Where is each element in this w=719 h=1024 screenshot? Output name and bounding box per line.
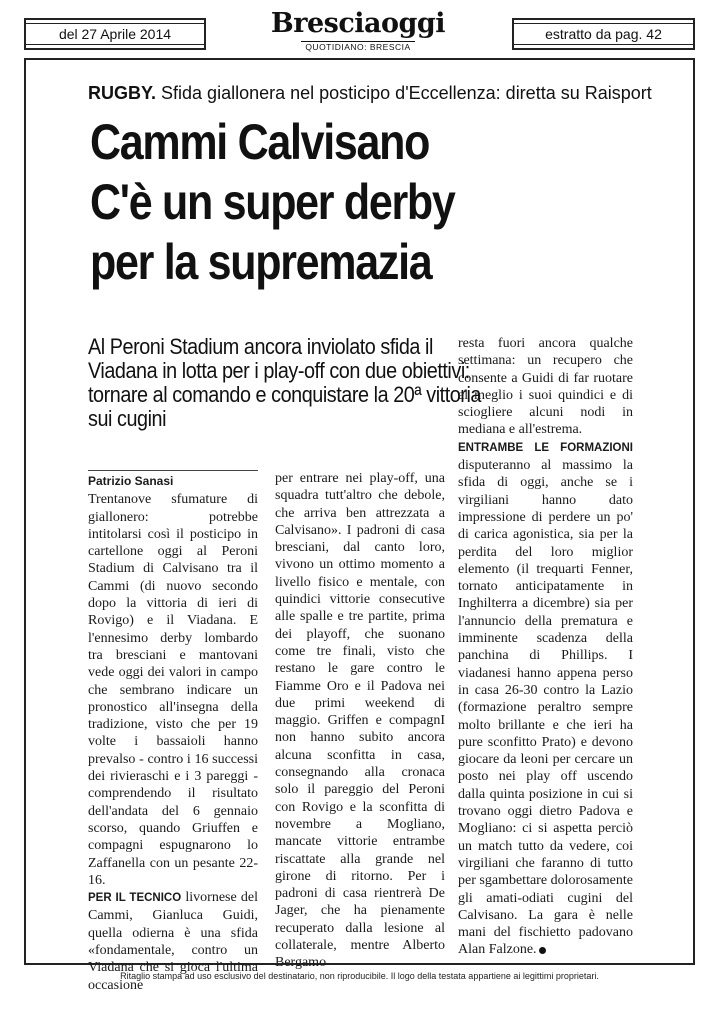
column-3-paragraph-2-text: disputeranno al massimo la sfida di oggi, anche se i virgiliani hanno dato impressione di perdere un po' di carica agonistica, sia per la perdita del loro miglior elemento (il trequarti Fenner, tornato anticipatamente in Inghilterra a dicembre) sia per l'annuncio della prematura e imminente scadenza della panchina di Phillips. I viadanesi hanno appena perso in casa 26-30 contro la Lazio (formazione peraltro sempre molto brillante e che ieri ha pure sconfitto Prato) e devono giocare da leoni per cercare un posto nei play off uscendo dalla quinta posizione in cui si trovano oggi dietro Padova e Mogliano: ci si aspetta perciò un match tutto da vedere, coi virgiliani che faranno di tutto per sgambettare dolorosamente gli amati-odiati cugini del Calvisano. La gara è nelle mani del fischietto padovano Alan Falzone. bbox=[458, 458, 633, 958]
column-2-paragraph-1: per entrare nei play-off, una squadra tutt'altro che debole, che arriva ben attrezzata a Calvisano». I padroni di casa bresciani, dal canto loro, vivono un ottimo momento a livello fisico e mentale, con quindici vittorie consecutive alle spalle e tre partite, prima dei playoff, che suonano come tre finali, visto che restano le gare contro le Fiamme Oro e il Padova nei due primi weekend di maggio. Griffen e compagnI non hanno subito ancora alcuna sconfitta in casa, consegnando alla cronaca solo il pareggio del Peroni con Rovigo e la sconfitta di novembre a Mogliano, mancate vittorie entrambe riscattate alla grande nel girone di ritorno. Per i padroni di casa rientrerà De Jager, che ha pienamente recuperato dalla lesione al collaterale, mentre Alberto Bergamo bbox=[275, 471, 445, 971]
date-box bbox=[24, 18, 206, 50]
column-1-paragraph-2-text: livornese del Cammi, Gianluca Guidi, quella odierna è una sfida «fondamentale, contro un Viadana che si gioca l'ultima occasione bbox=[88, 890, 259, 993]
paragraph-lead-in: ENTRAMBE LE FORMAZIONI bbox=[458, 441, 633, 454]
logo-name: Bresciaoggi bbox=[270, 8, 446, 39]
kicker-label: RUGBY. bbox=[88, 83, 157, 103]
date-text: del 27 Aprile 2014 bbox=[26, 23, 204, 45]
column-1-paragraph-1: Trentanove sfumature di giallonero: potrebbe intitolarsi così il posticipo in cartellone oggi al Peroni Stadium di Calvisano tra il Cammi (di nuovo secondo dopo la vittoria di ieri di Rovigo) e il Viadana. E l'ennesimo derby lombardo tra bresciani e mantovani vede oggi dei valori in campo che sembrano indicare un pronostico all'insegna della tradizione, visto che per 19 volte i bassaioli hanno prevalso - contro i 16 successi dei rivieraschi e i 3 pareggi - comprendendo il risultato dell'andata del 6 gennaio scorso, quando Griuffen e compagni espugnarono lo Zaffanella con un pesante 22-16. bbox=[88, 492, 258, 888]
newspaper-logo bbox=[268, 10, 448, 55]
page-reference-box bbox=[512, 18, 695, 50]
kicker-text: Sfida giallonera nel posticipo d'Eccellenza: diretta su Raisport bbox=[161, 83, 652, 103]
article-subheading: Al Peroni Stadium ancora inviolato sfida il Viadana in lotta per i play-off con due obiettivi: tornare al comando e conquistare la 20ª vittoria sui cugini bbox=[88, 334, 481, 431]
article-column-3 bbox=[458, 335, 633, 959]
column-3-paragraph-1: resta fuori ancora qualche settimana: un recupero che consente a Guidi di far ruotare al meglio i suoi quindici e di sciogliere alcuni nodi in mediana e all'estrema. bbox=[458, 336, 633, 438]
headline-line-1: Cammi Calvisano bbox=[90, 114, 430, 170]
page-reference-text: estratto da pag. 42 bbox=[514, 23, 693, 45]
article-column-1 bbox=[88, 470, 258, 994]
paragraph-lead-in: PER IL TECNICO bbox=[88, 892, 182, 905]
article-column-2 bbox=[275, 470, 445, 972]
article-kicker bbox=[88, 83, 688, 104]
end-of-article-dot-icon bbox=[539, 947, 546, 954]
logo-subtitle: QUOTIDIANO: BRESCIA bbox=[301, 41, 414, 52]
headline-line-3: per la supremazia bbox=[90, 234, 432, 290]
footer-disclaimer: Ritaglio stampa ad uso esclusivo del destinatario, non riproducibile. Il logo della testata appartiene ai legittimi proprietari. bbox=[120, 971, 599, 981]
article-headline bbox=[90, 112, 606, 292]
author-byline: Patrizio Sanasi bbox=[88, 470, 258, 490]
headline-line-2: C'è un super derby bbox=[90, 174, 455, 230]
column-3-paragraph-2 bbox=[458, 439, 633, 959]
